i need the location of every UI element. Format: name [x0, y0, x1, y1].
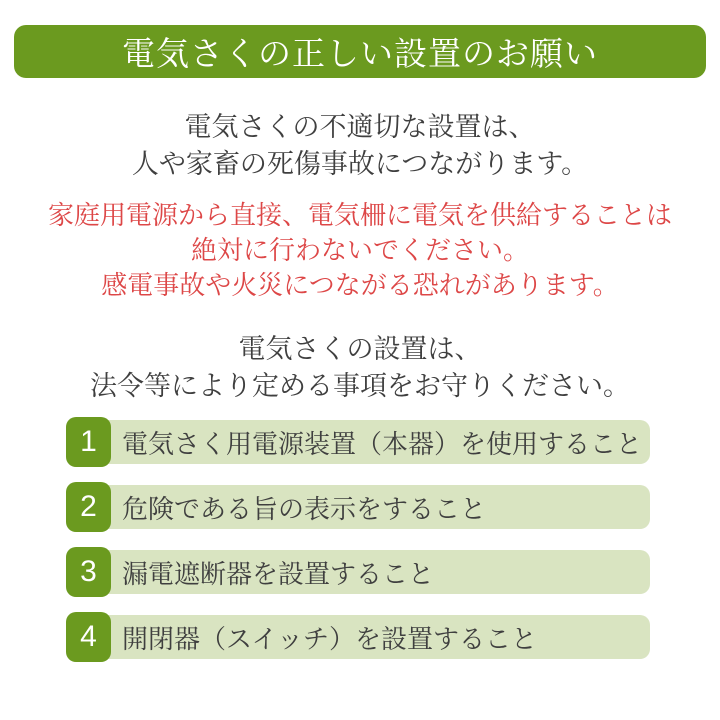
- page-title-text: 電気さくの正しい設置のお願い: [122, 35, 598, 72]
- rule-label: 危険である旨の表示をすること: [122, 493, 487, 524]
- intro-line-2: 人や家畜の死傷事故につながります。: [131, 149, 589, 179]
- rules-list: [66, 417, 650, 662]
- intro-text: [0, 109, 720, 183]
- rule-item-2: [66, 482, 650, 532]
- law-text: [0, 331, 720, 405]
- rule-item-4: [66, 612, 650, 662]
- rule-item-3: [66, 547, 650, 597]
- rule-number-badge: 2: [66, 482, 111, 532]
- law-line-2: 法令等により定める事項をお守りください。: [90, 371, 630, 401]
- page-title: [14, 25, 706, 78]
- rule-item-1: [66, 417, 650, 467]
- rule-label: 電気さく用電源装置（本器）を使用すること: [122, 428, 643, 459]
- rule-number-badge: 4: [66, 612, 111, 662]
- intro-line-1: 電気さくの不適切な設置は、: [184, 112, 536, 142]
- rule-label: 漏電遮断器を設置すること: [122, 558, 435, 589]
- warning-line-1: 家庭用電源から直接、電気柵に電気を供給することは: [47, 200, 672, 230]
- law-line-1: 電気さくの設置は、: [238, 334, 482, 364]
- warning-line-2: 絶対に行わないでください。: [190, 235, 529, 265]
- rule-number-badge: 1: [66, 417, 111, 467]
- warning-text: [0, 198, 720, 303]
- rule-label: 開閉器（スイッチ）を設置すること: [122, 623, 537, 654]
- warning-line-3: 感電事故や火災につながる恐れがあります。: [101, 270, 619, 300]
- rule-number-badge: 3: [66, 547, 111, 597]
